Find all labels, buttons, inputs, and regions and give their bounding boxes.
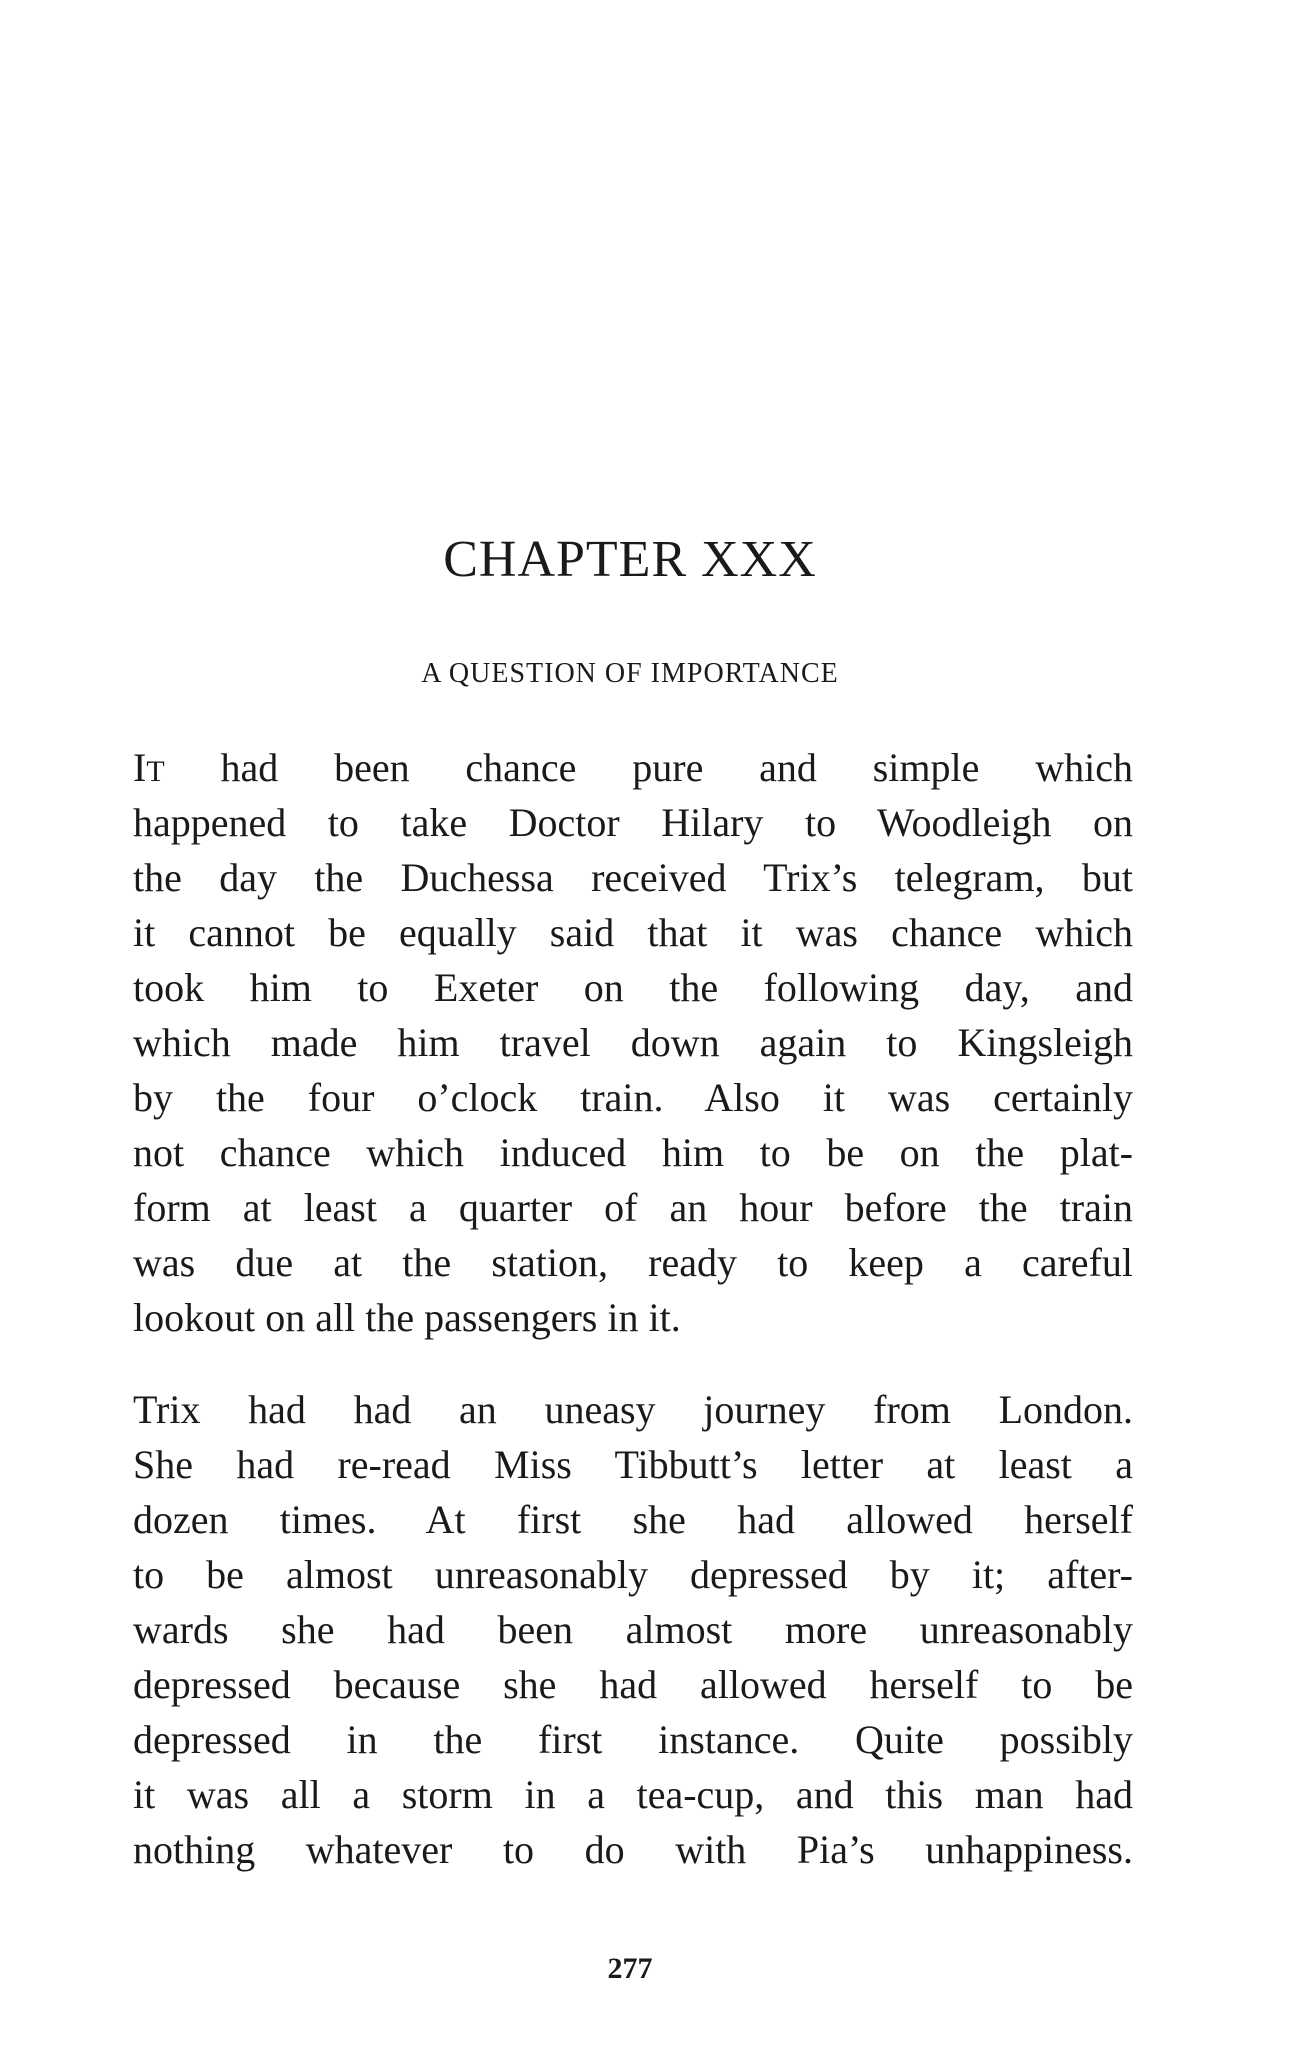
paragraph-line: took him to Exeter on the following day, and <box>133 965 1133 1010</box>
paragraph-line: it cannot be equally said that it was chance which <box>133 910 1133 955</box>
paragraph-line: depressed in the first instance. Quite possibly <box>133 1717 1133 1762</box>
paragraph-line: form at least a quarter of an hour before the train <box>133 1185 1133 1230</box>
paragraph-line <box>133 740 1133 795</box>
paragraph-line: to be almost unreasonably depressed by it; after- <box>133 1552 1133 1597</box>
paragraph-line: by the four o’clock train. Also it was certainly <box>133 1075 1133 1120</box>
paragraph-line: happened to take Doctor Hilary to Woodleigh on <box>133 800 1133 845</box>
paragraph-line: the day the Duchessa received Trix’s telegram, but <box>133 855 1133 900</box>
line-text: had been chance pure and simple which <box>164 745 1133 790</box>
paragraph-line: wards she had been almost more unreasonably <box>133 1607 1133 1652</box>
paragraph-line: Trix had had an uneasy journey from London. <box>133 1387 1133 1432</box>
drop-cap-small: T <box>146 755 165 788</box>
paragraph-line: She had re-read Miss Tibbutt’s letter at least a <box>133 1442 1133 1487</box>
chapter-title: CHAPTER XXX <box>443 531 817 588</box>
paragraph-1 <box>133 740 1133 1345</box>
paragraph-line: was due at the station, ready to keep a careful <box>133 1240 1133 1285</box>
paragraph-line: lookout on all the passengers in it. <box>133 1295 681 1340</box>
drop-cap: I <box>133 745 147 790</box>
paragraph-line: dozen times. At first she had allowed herself <box>133 1497 1133 1542</box>
paragraph-line: which made him travel down again to Kingsleigh <box>133 1020 1133 1065</box>
paragraph-2 <box>133 1382 1133 1877</box>
paragraph-line: nothing whatever to do with Pia’s unhappiness. <box>133 1827 1133 1872</box>
paragraph-line: not chance which induced him to be on the plat- <box>133 1130 1133 1175</box>
paragraph-line: depressed because she had allowed herself to be <box>133 1662 1133 1707</box>
chapter-subtitle: A QUESTION OF IMPORTANCE <box>421 658 839 689</box>
paragraph-line: it was all a storm in a tea-cup, and this man had <box>133 1772 1133 1817</box>
page-number: 277 <box>607 1952 653 1985</box>
